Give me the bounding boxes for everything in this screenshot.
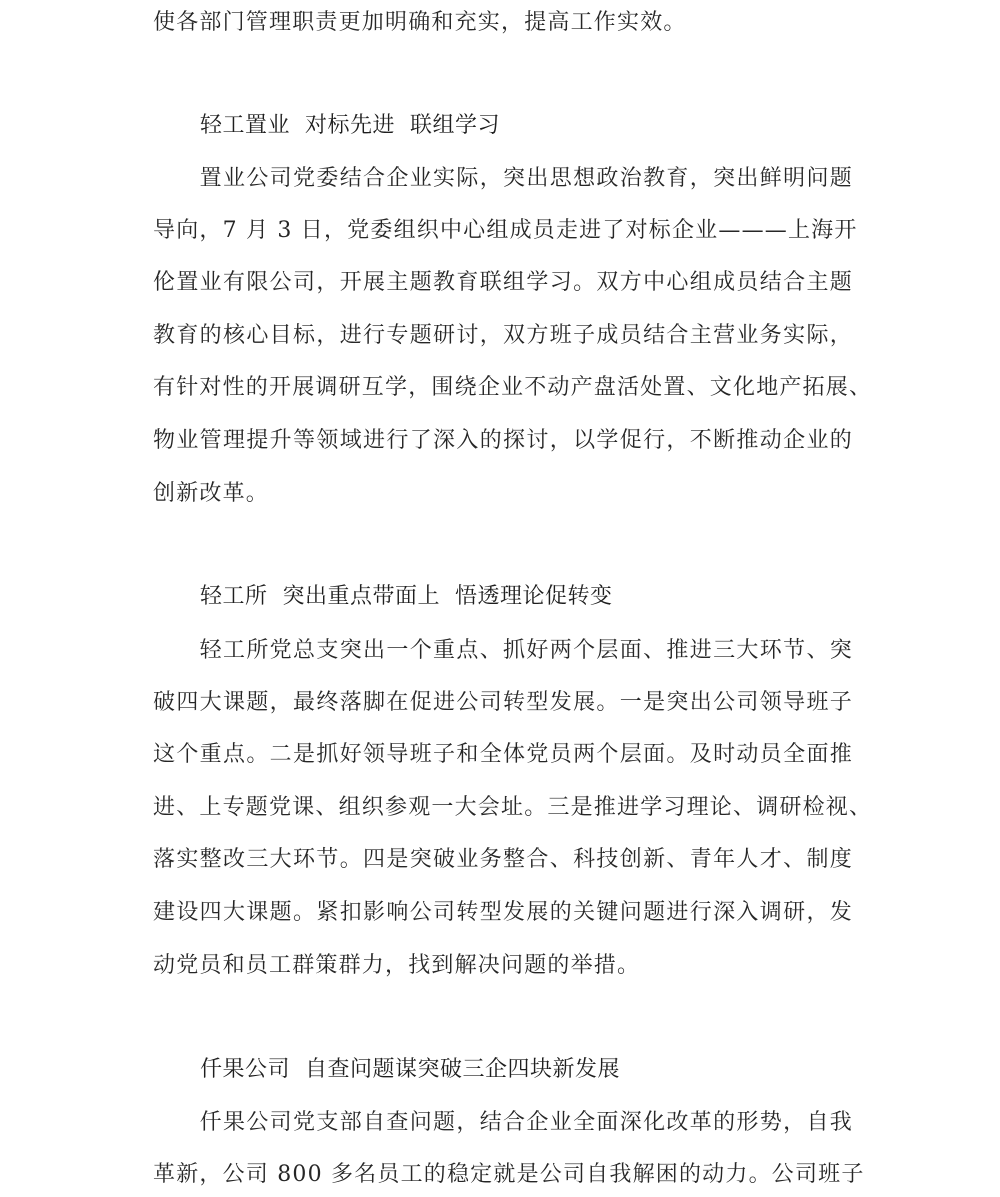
section-heading: 仟果公司 自查问题谋突破三企四块新发展: [200, 1057, 620, 1082]
paragraph-line: 创新改革。: [153, 481, 270, 506]
section-heading: 轻工所 突出重点带面上 悟透理论促转变: [200, 584, 613, 609]
paragraph-line: 这个重点。二是抓好领导班子和全体党员两个层面。及时动员全面推: [153, 742, 853, 767]
paragraph-line: 使各部门管理职责更加明确和充实，提高工作实效。: [153, 10, 687, 35]
paragraph-line: 革新，公司 800 多名员工的稳定就是公司自我解困的动力。公司班子: [153, 1162, 865, 1187]
paragraph-line: 轻工所党总支突出一个重点、抓好两个层面、推进三大环节、突: [153, 638, 853, 663]
paragraph-line: 落实整改三大环节。四是突破业务整合、科技创新、青年人才、制度: [153, 847, 853, 872]
paragraph-line: 建设四大课题。紧扣影响公司转型发展的关键问题进行深入调研，发: [153, 900, 853, 925]
paragraph-line: 置业公司党委结合企业实际，突出思想政治教育，突出鲜明问题: [153, 166, 853, 191]
paragraph-line: 导向，7 月 3 日，党委组织中心组成员走进了对标企业———上海开: [153, 218, 858, 243]
paragraph-line: 破四大课题，最终落脚在促进公司转型发展。一是突出公司领导班子: [153, 690, 853, 715]
paragraph-line: 动党员和员工群策群力，找到解决问题的举措。: [153, 953, 641, 978]
paragraph-line: 有针对性的开展调研互学，围绕企业不动产盘活处置、文化地产拓展、: [153, 375, 873, 400]
paragraph-line: 教育的核心目标，进行专题研讨，双方班子成员结合主营业务实际，: [153, 323, 853, 348]
paragraph-line: 仟果公司党支部自查问题，结合企业全面深化改革的形势，自我: [153, 1110, 853, 1135]
paragraph-line: 伦置业有限公司，开展主题教育联组学习。双方中心组成员结合主题: [153, 270, 853, 295]
paragraph-line: 物业管理提升等领域进行了深入的探讨，以学促行，不断推动企业的: [153, 428, 853, 453]
paragraph-line: 进、上专题党课、组织参观一大会址。三是推进学习理论、调研检视、: [153, 795, 873, 820]
section-heading: 轻工置业 对标先进 联组学习: [200, 113, 500, 138]
